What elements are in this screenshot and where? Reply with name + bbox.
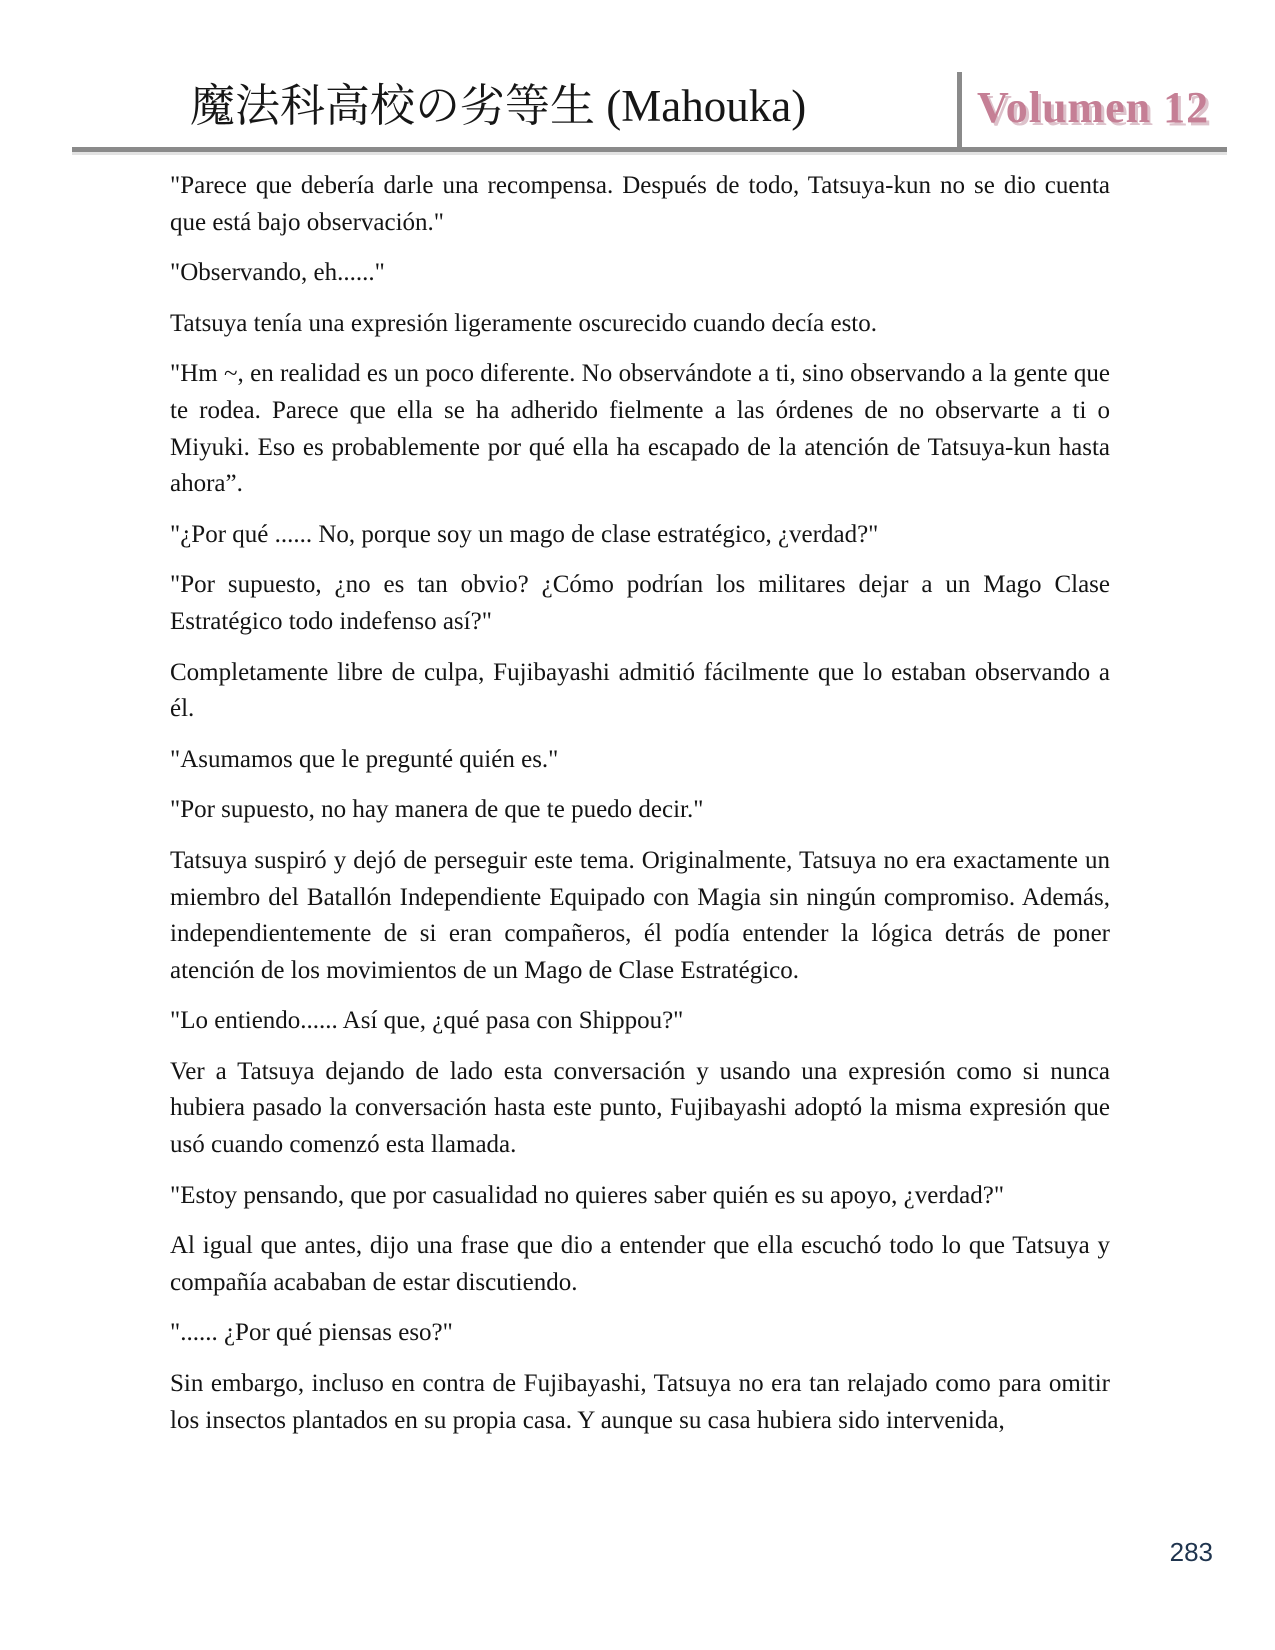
page-body: [170, 168, 1110, 1453]
page-number: 283: [1169, 1537, 1213, 1567]
paragraph: Ver a Tatsuya dejando de lado esta conversación y usando una expresión como si nunca hubiera pasado la conversación hasta este punto, Fujibayashi adoptó la misma expresión que usó cuando comenzó esta llamada.: [170, 1057, 1110, 1159]
paragraph: "Lo entiendo...... Así que, ¿qué pasa con Shippou?": [170, 1007, 684, 1035]
header-divider: [957, 72, 962, 148]
paragraph: Tatsuya suspiró y dejó de perseguir este tema. Originalmente, Tatsuya no era exactamente un miembro del Batallón Independiente Equipado con Magia sin ningún compromiso. Además, independientemente de si eran compañeros, él podía entender la lógica detrás de poner atención de los movimientos de un Mago de Clase Estratégico.: [170, 846, 1110, 984]
paragraph: "Por supuesto, no hay manera de que te puedo decir.": [170, 796, 704, 824]
paragraph: "Hm ~, en realidad es un poco diferente. No observándote a ti, sino observando a la gente que te rodea. Parece que ella se ha adherido fielmente a las órdenes de no observarte a ti o Miyuki. Eso es probablemente por qué ella ha escapado de la atención de Tatsuya-kun hasta ahora”.: [170, 360, 1110, 498]
paragraph: Sin embargo, incluso en contra de Fujibayashi, Tatsuya no era tan relajado como para omitir los insectos plantados en su propia casa. Y aunque su casa hubiera sido intervenida,: [170, 1370, 1110, 1434]
paragraph: "Estoy pensando, que por casualidad no quieres saber quién es su apoyo, ¿verdad?": [170, 1181, 1005, 1209]
paragraph: "...... ¿Por qué piensas eso?": [170, 1319, 453, 1347]
volume-label: Volumen 12: [977, 83, 1210, 132]
page-title: 魔法科高校の劣等生 (Mahouka): [190, 81, 807, 131]
header-rule: [72, 147, 1227, 152]
paragraph: Al igual que antes, dijo una frase que dio a entender que ella escuchó todo lo que Tatsuya y compañía acababan de estar discutiendo.: [170, 1232, 1110, 1296]
paragraph: "Asumamos que le pregunté quién es.": [170, 745, 559, 773]
paragraph: "¿Por qué ...... No, porque soy un mago de clase estratégico, ¿verdad?": [170, 520, 879, 548]
paragraph: Tatsuya tenía una expresión ligeramente oscurecido cuando decía esto.: [170, 309, 877, 337]
paragraph: Completamente libre de culpa, Fujibayashi admitió fácilmente que lo estaban observando a él.: [170, 658, 1110, 723]
paragraph: "Parece que debería darle una recompensa. Después de todo, Tatsuya-kun no se dio cuenta que está bajo observación.": [170, 172, 1110, 236]
paragraph: "Por supuesto, ¿no es tan obvio? ¿Cómo podrían los militares dejar a un Mago Clase Estratégico todo indefenso así?": [170, 571, 1110, 635]
paragraph: "Observando, eh......": [170, 259, 385, 287]
